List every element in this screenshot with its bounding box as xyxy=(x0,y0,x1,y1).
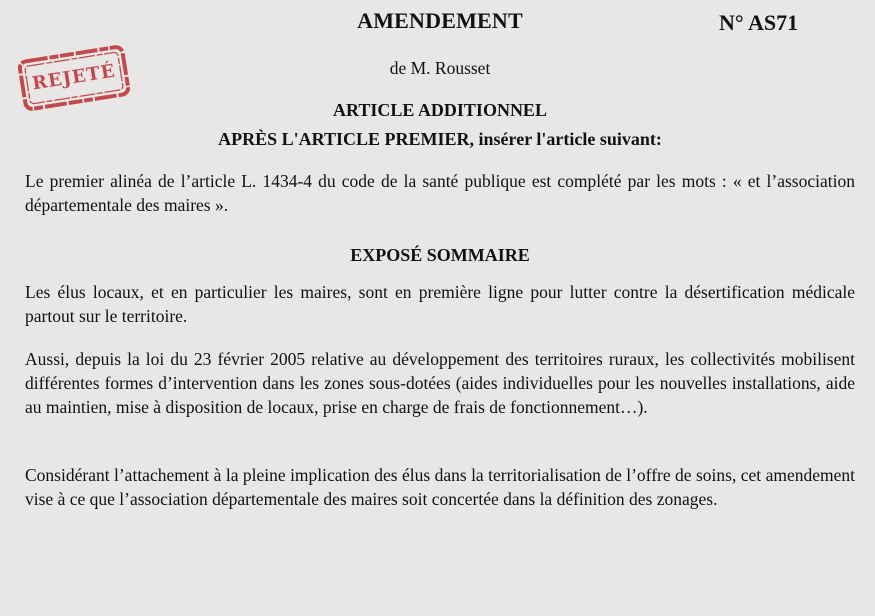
expose-paragraph-3: Considérant l’attachement à la pleine implication des élus dans la territorialisation de l’offre de soins, cet amendement vise à ce que l’association départementale des maires soit concertée dans la définition des zonages. xyxy=(25,465,855,509)
article-heading: ARTICLE ADDITIONNEL xyxy=(333,100,547,120)
amendment-author: de M. Rousset xyxy=(389,58,491,78)
amendment-title: AMENDEMENT xyxy=(357,8,523,33)
expose-heading: EXPOSÉ SOMMAIRE xyxy=(350,245,530,265)
expose-paragraph-1: Les élus locaux, et en particulier les maires, sont en première ligne pour lutter contre la désertification médicale partout sur le territoire. xyxy=(25,282,855,326)
expose-paragraph-2: Aussi, depuis la loi du 23 février 2005 relative au développement des territoires ruraux, les collectivités mobilisent différentes formes d’intervention dans les zones sous-dotées (aides individuelles pour les nouvelles installations, aide au maintien, mise à disposition de locaux, prise en charge de frais de fonctionnement…). xyxy=(25,349,855,417)
stamp-label: REJETÉ xyxy=(30,60,118,95)
article-text: Le premier alinéa de l’article L. 1434-4 du code de la santé publique est complété par les mots : « et l’association départementale des maires ». xyxy=(25,171,855,215)
amendment-number: N° AS71 xyxy=(719,10,799,35)
article-instruction: APRÈS L'ARTICLE PREMIER, insérer l'article suivant: xyxy=(218,129,662,149)
